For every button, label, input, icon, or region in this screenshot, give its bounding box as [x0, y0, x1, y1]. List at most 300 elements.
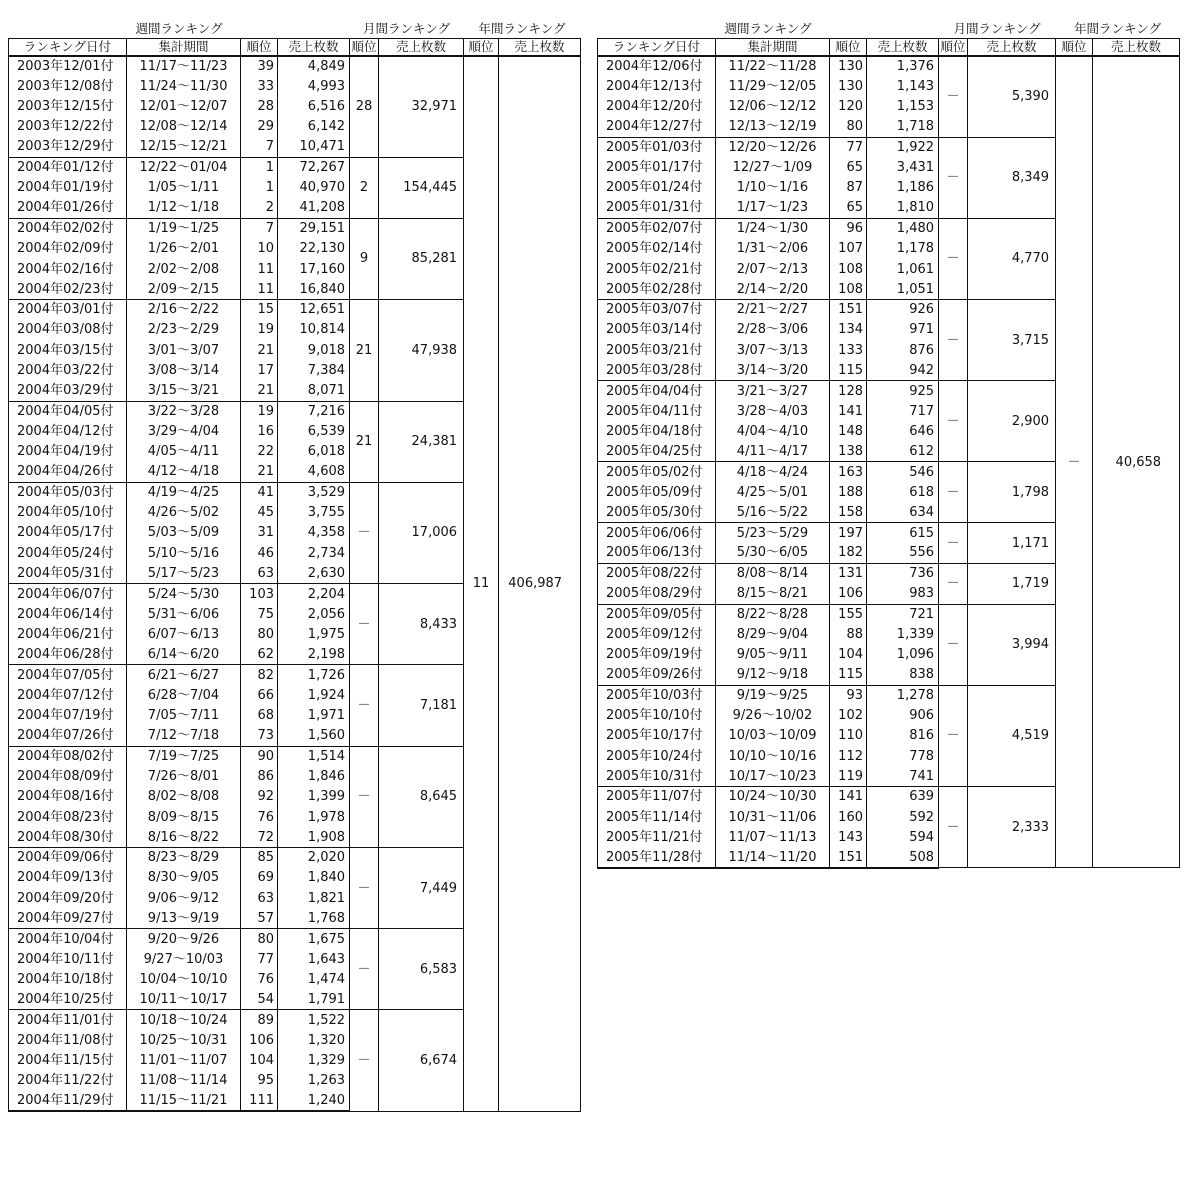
tally-period: 1/17～1/23 — [716, 198, 830, 218]
col-monthly-sales: 売上枚数 — [968, 38, 1056, 56]
weekly-rank: 143 — [830, 827, 867, 847]
tally-period: 11/24～11/30 — [127, 76, 241, 96]
tally-period: 2/23～2/29 — [127, 320, 241, 340]
weekly-rank: 130 — [830, 76, 867, 96]
monthly-rank: 2 — [350, 157, 379, 218]
weekly-sales: 2,198 — [278, 645, 350, 665]
tally-period: 2/16～2/22 — [127, 300, 241, 320]
weekly-rank: 107 — [830, 239, 867, 259]
weekly-sales: 546 — [867, 462, 939, 482]
col-ranking-date: ランキング日付 — [9, 38, 127, 56]
weekly-rank: 155 — [830, 604, 867, 624]
weekly-sales: 1,643 — [278, 949, 350, 969]
weekly-sales: 1,975 — [278, 624, 350, 644]
tally-period: 12/15～12/21 — [127, 137, 241, 157]
monthly-ranking-heading: 月間ランキング — [350, 20, 464, 38]
ranking-date: 2004年11/29付 — [9, 1091, 127, 1111]
ranking-date: 2003年12/29付 — [9, 137, 127, 157]
weekly-rank: 1 — [241, 157, 278, 177]
weekly-rank: 21 — [241, 381, 278, 401]
tally-period: 11/15～11/21 — [127, 1091, 241, 1111]
weekly-sales: 3,529 — [278, 482, 350, 502]
ranking-date: 2004年07/26付 — [9, 726, 127, 746]
weekly-sales: 1,922 — [867, 137, 939, 157]
weekly-sales: 741 — [867, 766, 939, 786]
monthly-rank: － — [350, 665, 379, 746]
monthly-sales: 8,645 — [379, 746, 464, 847]
weekly-sales: 40,970 — [278, 178, 350, 198]
col-weekly-rank: 順位 — [830, 38, 867, 56]
weekly-rank: 92 — [241, 787, 278, 807]
ranking-date: 2004年02/09付 — [9, 239, 127, 259]
weekly-sales: 508 — [867, 848, 939, 868]
ranking-date: 2004年03/08付 — [9, 320, 127, 340]
weekly-rank: 22 — [241, 442, 278, 462]
ranking-date: 2005年02/21付 — [598, 259, 716, 279]
ranking-date: 2004年03/01付 — [9, 300, 127, 320]
tally-period: 11/22～11/28 — [716, 56, 830, 76]
monthly-sales: 3,994 — [968, 604, 1056, 685]
weekly-sales: 646 — [867, 421, 939, 441]
weekly-sales: 1,971 — [278, 706, 350, 726]
weekly-rank: 7 — [241, 218, 278, 238]
weekly-rank: 73 — [241, 726, 278, 746]
weekly-rank: 57 — [241, 908, 278, 928]
weekly-ranking-heading: 週間ランキング — [9, 20, 350, 38]
weekly-rank: 104 — [241, 1051, 278, 1071]
weekly-sales: 1,810 — [867, 198, 939, 218]
tally-period: 9/20～9/26 — [127, 929, 241, 949]
ranking-date: 2004年10/25付 — [9, 990, 127, 1010]
weekly-sales: 4,608 — [278, 462, 350, 482]
ranking-date: 2005年05/02付 — [598, 462, 716, 482]
col-yearly-rank: 順位 — [1056, 38, 1093, 56]
weekly-sales: 1,376 — [867, 56, 939, 76]
tally-period: 12/01～12/07 — [127, 97, 241, 117]
tally-period: 9/19～9/25 — [716, 685, 830, 705]
tally-period: 10/31～11/06 — [716, 807, 830, 827]
weekly-rank: 138 — [830, 442, 867, 462]
tally-period: 10/04～10/10 — [127, 969, 241, 989]
tally-period: 4/11～4/17 — [716, 442, 830, 462]
monthly-rank: － — [350, 1010, 379, 1111]
monthly-sales: 2,900 — [968, 381, 1056, 462]
tally-period: 6/21～6/27 — [127, 665, 241, 685]
tally-period: 6/28～7/04 — [127, 685, 241, 705]
weekly-sales: 1,263 — [278, 1071, 350, 1091]
weekly-sales: 1,051 — [867, 279, 939, 299]
ranking-date: 2004年09/20付 — [9, 888, 127, 908]
monthly-sales: 1,719 — [968, 563, 1056, 604]
weekly-sales: 10,471 — [278, 137, 350, 157]
weekly-sales: 971 — [867, 320, 939, 340]
tally-period: 5/24～5/30 — [127, 584, 241, 604]
col-yearly-sales: 売上枚数 — [499, 38, 581, 56]
ranking-date: 2003年12/08付 — [9, 76, 127, 96]
monthly-rank: － — [939, 563, 968, 604]
tally-period: 10/10～10/16 — [716, 746, 830, 766]
tally-period: 10/24～10/30 — [716, 787, 830, 807]
tally-period: 11/08～11/14 — [127, 1071, 241, 1091]
col-ranking-date: ランキング日付 — [598, 38, 716, 56]
ranking-date: 2005年10/31付 — [598, 766, 716, 786]
ranking-date: 2004年05/17付 — [9, 523, 127, 543]
weekly-rank: 148 — [830, 421, 867, 441]
ranking-date: 2005年06/13付 — [598, 543, 716, 563]
weekly-sales: 1,514 — [278, 746, 350, 766]
weekly-rank: 63 — [241, 563, 278, 583]
ranking-date: 2004年04/12付 — [9, 421, 127, 441]
ranking-date: 2005年10/24付 — [598, 746, 716, 766]
ranking-date: 2004年06/14付 — [9, 604, 127, 624]
weekly-sales: 1,480 — [867, 218, 939, 238]
ranking-date: 2005年04/11付 — [598, 401, 716, 421]
ranking-date: 2005年03/07付 — [598, 300, 716, 320]
ranking-date: 2004年05/31付 — [9, 563, 127, 583]
weekly-sales: 29,151 — [278, 218, 350, 238]
ranking-body-left — [9, 56, 581, 1111]
weekly-rank: 120 — [830, 97, 867, 117]
weekly-sales: 717 — [867, 401, 939, 421]
weekly-sales: 926 — [867, 300, 939, 320]
weekly-rank: 19 — [241, 320, 278, 340]
weekly-rank: 128 — [830, 381, 867, 401]
tally-period: 5/30～6/05 — [716, 543, 830, 563]
col-yearly-sales: 売上枚数 — [1093, 38, 1180, 56]
weekly-rank: 160 — [830, 807, 867, 827]
weekly-rank: 119 — [830, 766, 867, 786]
tally-period: 4/18～4/24 — [716, 462, 830, 482]
weekly-rank: 141 — [830, 401, 867, 421]
weekly-sales: 2,020 — [278, 848, 350, 868]
ranking-date: 2004年09/13付 — [9, 868, 127, 888]
weekly-rank: 115 — [830, 665, 867, 685]
monthly-rank: － — [939, 787, 968, 868]
ranking-date: 2004年04/05付 — [9, 401, 127, 421]
tally-period: 1/10～1/16 — [716, 178, 830, 198]
weekly-rank: 65 — [830, 157, 867, 177]
weekly-rank: 77 — [830, 137, 867, 157]
yearly-sales: 40,658 — [1093, 56, 1180, 868]
ranking-date: 2004年03/15付 — [9, 340, 127, 360]
weekly-sales: 6,539 — [278, 421, 350, 441]
weekly-rank: 87 — [830, 178, 867, 198]
tally-period: 5/10～5/16 — [127, 543, 241, 563]
ranking-date: 2004年11/01付 — [9, 1010, 127, 1030]
tally-period: 3/07～3/13 — [716, 340, 830, 360]
weekly-sales: 22,130 — [278, 239, 350, 259]
col-period: 集計期間 — [716, 38, 830, 56]
col-yearly-rank: 順位 — [464, 38, 499, 56]
weekly-rank: 82 — [241, 665, 278, 685]
tally-period: 9/13～9/19 — [127, 908, 241, 928]
weekly-sales: 6,018 — [278, 442, 350, 462]
ranking-date: 2005年04/04付 — [598, 381, 716, 401]
weekly-sales: 1,924 — [278, 685, 350, 705]
tally-period: 9/12～9/18 — [716, 665, 830, 685]
tally-period: 8/02～8/08 — [127, 787, 241, 807]
weekly-sales: 618 — [867, 482, 939, 502]
weekly-sales: 1,821 — [278, 888, 350, 908]
tally-period: 8/23～8/29 — [127, 848, 241, 868]
tally-period: 9/06～9/12 — [127, 888, 241, 908]
ranking-date: 2005年02/28付 — [598, 279, 716, 299]
weekly-sales: 1,768 — [278, 908, 350, 928]
weekly-rank: 111 — [241, 1091, 278, 1111]
weekly-rank: 29 — [241, 117, 278, 137]
weekly-sales: 816 — [867, 726, 939, 746]
tally-period: 3/22～3/28 — [127, 401, 241, 421]
tally-period: 4/19～4/25 — [127, 482, 241, 502]
monthly-sales: 4,770 — [968, 218, 1056, 299]
ranking-date: 2005年09/26付 — [598, 665, 716, 685]
tally-period: 2/28～3/06 — [716, 320, 830, 340]
weekly-rank: 80 — [830, 117, 867, 137]
ranking-date: 2004年12/06付 — [598, 56, 716, 76]
ranking-date: 2005年06/06付 — [598, 523, 716, 543]
ranking-date: 2005年01/31付 — [598, 198, 716, 218]
monthly-sales: 4,519 — [968, 685, 1056, 786]
weekly-rank: 86 — [241, 766, 278, 786]
weekly-rank: 66 — [241, 685, 278, 705]
weekly-sales: 2,204 — [278, 584, 350, 604]
weekly-sales: 1,791 — [278, 990, 350, 1010]
weekly-sales: 17,160 — [278, 259, 350, 279]
weekly-rank: 182 — [830, 543, 867, 563]
ranking-table-right — [597, 20, 1180, 869]
weekly-rank: 2 — [241, 198, 278, 218]
weekly-sales: 6,516 — [278, 97, 350, 117]
weekly-rank: 163 — [830, 462, 867, 482]
tally-period: 4/05～4/11 — [127, 442, 241, 462]
ranking-date: 2005年05/30付 — [598, 503, 716, 523]
weekly-rank: 110 — [830, 726, 867, 746]
monthly-sales: 7,181 — [379, 665, 464, 746]
tally-period: 9/27～10/03 — [127, 949, 241, 969]
tally-period: 4/04～4/10 — [716, 421, 830, 441]
tally-period: 1/12～1/18 — [127, 198, 241, 218]
tally-period: 1/31～2/06 — [716, 239, 830, 259]
ranking-date: 2004年11/08付 — [9, 1030, 127, 1050]
weekly-rank: 54 — [241, 990, 278, 1010]
ranking-date: 2005年10/03付 — [598, 685, 716, 705]
weekly-rank: 85 — [241, 848, 278, 868]
monthly-rank: － — [350, 848, 379, 929]
weekly-rank: 11 — [241, 259, 278, 279]
ranking-date: 2005年08/22付 — [598, 563, 716, 583]
ranking-date: 2004年05/10付 — [9, 503, 127, 523]
weekly-sales: 1,329 — [278, 1051, 350, 1071]
tally-period: 3/08～3/14 — [127, 360, 241, 380]
col-weekly-sales: 売上枚数 — [278, 38, 350, 56]
ranking-date: 2004年08/09付 — [9, 766, 127, 786]
tally-period: 2/02～2/08 — [127, 259, 241, 279]
weekly-sales: 1,846 — [278, 766, 350, 786]
weekly-sales: 2,734 — [278, 543, 350, 563]
ranking-date: 2004年06/21付 — [9, 624, 127, 644]
ranking-date: 2004年02/16付 — [9, 259, 127, 279]
monthly-sales: 6,583 — [379, 929, 464, 1010]
tally-period: 10/17～10/23 — [716, 766, 830, 786]
ranking-date: 2004年08/16付 — [9, 787, 127, 807]
ranking-date: 2005年01/24付 — [598, 178, 716, 198]
weekly-rank: 11 — [241, 279, 278, 299]
ranking-date: 2004年02/02付 — [9, 218, 127, 238]
tally-period: 3/14～3/20 — [716, 360, 830, 380]
monthly-rank: － — [939, 137, 968, 218]
weekly-sales: 876 — [867, 340, 939, 360]
weekly-rank: 76 — [241, 969, 278, 989]
weekly-rank: 63 — [241, 888, 278, 908]
tally-period: 8/29～9/04 — [716, 624, 830, 644]
weekly-sales: 1,474 — [278, 969, 350, 989]
weekly-rank: 7 — [241, 137, 278, 157]
weekly-rank: 115 — [830, 360, 867, 380]
tally-period: 5/03～5/09 — [127, 523, 241, 543]
ranking-date: 2005年04/25付 — [598, 442, 716, 462]
weekly-sales: 9,018 — [278, 340, 350, 360]
weekly-sales: 1,718 — [867, 117, 939, 137]
col-monthly-sales: 売上枚数 — [379, 38, 464, 56]
tally-period: 11/17～11/23 — [127, 56, 241, 76]
monthly-rank: － — [939, 604, 968, 685]
weekly-ranking-heading: 週間ランキング — [598, 20, 939, 38]
weekly-sales: 1,320 — [278, 1030, 350, 1050]
weekly-rank: 188 — [830, 482, 867, 502]
weekly-sales: 906 — [867, 706, 939, 726]
ranking-date: 2004年06/07付 — [9, 584, 127, 604]
weekly-sales: 12,651 — [278, 300, 350, 320]
weekly-rank: 130 — [830, 56, 867, 76]
weekly-rank: 16 — [241, 421, 278, 441]
weekly-sales: 3,431 — [867, 157, 939, 177]
table-row — [598, 56, 1180, 76]
ranking-date: 2005年11/07付 — [598, 787, 716, 807]
ranking-date: 2005年01/17付 — [598, 157, 716, 177]
tally-period: 3/21～3/27 — [716, 381, 830, 401]
ranking-date: 2004年07/12付 — [9, 685, 127, 705]
monthly-sales: 1,171 — [968, 523, 1056, 564]
ranking-date: 2004年12/27付 — [598, 117, 716, 137]
ranking-date: 2004年11/22付 — [9, 1071, 127, 1091]
weekly-rank: 17 — [241, 360, 278, 380]
weekly-sales: 1,278 — [867, 685, 939, 705]
weekly-sales: 1,153 — [867, 97, 939, 117]
ranking-date: 2004年04/26付 — [9, 462, 127, 482]
weekly-rank: 102 — [830, 706, 867, 726]
tally-period: 1/05～1/11 — [127, 178, 241, 198]
weekly-rank: 10 — [241, 239, 278, 259]
monthly-ranking-heading: 月間ランキング — [939, 20, 1056, 38]
yearly-rank: － — [1056, 56, 1093, 868]
weekly-rank: 133 — [830, 340, 867, 360]
monthly-sales: 5,390 — [968, 56, 1056, 137]
weekly-rank: 158 — [830, 503, 867, 523]
tally-period: 1/19～1/25 — [127, 218, 241, 238]
ranking-date: 2005年03/14付 — [598, 320, 716, 340]
weekly-rank: 39 — [241, 56, 278, 76]
ranking-date: 2005年01/03付 — [598, 137, 716, 157]
table-row — [9, 56, 581, 76]
weekly-sales: 6,142 — [278, 117, 350, 137]
weekly-rank: 93 — [830, 685, 867, 705]
weekly-sales: 72,267 — [278, 157, 350, 177]
weekly-sales: 41,208 — [278, 198, 350, 218]
weekly-sales: 1,240 — [278, 1091, 350, 1111]
weekly-sales: 1,560 — [278, 726, 350, 746]
weekly-rank: 41 — [241, 482, 278, 502]
tally-period: 12/27～1/09 — [716, 157, 830, 177]
weekly-sales: 1,143 — [867, 76, 939, 96]
ranking-date: 2004年05/24付 — [9, 543, 127, 563]
weekly-rank: 77 — [241, 949, 278, 969]
ranking-date: 2004年07/19付 — [9, 706, 127, 726]
col-weekly-rank: 順位 — [241, 38, 278, 56]
weekly-rank: 62 — [241, 645, 278, 665]
weekly-rank: 19 — [241, 401, 278, 421]
weekly-rank: 1 — [241, 178, 278, 198]
weekly-rank: 75 — [241, 604, 278, 624]
weekly-rank: 106 — [830, 584, 867, 604]
tally-period: 11/14～11/20 — [716, 848, 830, 868]
ranking-date: 2004年01/12付 — [9, 157, 127, 177]
weekly-sales: 634 — [867, 503, 939, 523]
tally-period: 9/05～9/11 — [716, 645, 830, 665]
ranking-date: 2004年02/23付 — [9, 279, 127, 299]
monthly-rank: － — [350, 584, 379, 665]
weekly-sales: 721 — [867, 604, 939, 624]
tally-period: 12/20～12/26 — [716, 137, 830, 157]
tally-period: 7/26～8/01 — [127, 766, 241, 786]
ranking-date: 2004年04/19付 — [9, 442, 127, 462]
monthly-rank: 9 — [350, 218, 379, 299]
tally-period: 10/11～10/17 — [127, 990, 241, 1010]
tally-period: 2/07～2/13 — [716, 259, 830, 279]
tally-period: 5/23～5/29 — [716, 523, 830, 543]
monthly-rank: － — [350, 482, 379, 583]
ranking-body-right — [598, 56, 1180, 868]
ranking-date: 2004年09/27付 — [9, 908, 127, 928]
ranking-date: 2004年05/03付 — [9, 482, 127, 502]
monthly-sales: 1,798 — [968, 462, 1056, 523]
weekly-sales: 1,978 — [278, 807, 350, 827]
tally-period: 8/09～8/15 — [127, 807, 241, 827]
weekly-sales: 3,755 — [278, 503, 350, 523]
tally-period: 11/01～11/07 — [127, 1051, 241, 1071]
ranking-date: 2005年03/28付 — [598, 360, 716, 380]
weekly-rank: 141 — [830, 787, 867, 807]
weekly-sales: 16,840 — [278, 279, 350, 299]
col-monthly-rank: 順位 — [350, 38, 379, 56]
ranking-date: 2005年10/10付 — [598, 706, 716, 726]
ranking-date: 2004年03/29付 — [9, 381, 127, 401]
ranking-date: 2004年03/22付 — [9, 360, 127, 380]
weekly-sales: 592 — [867, 807, 939, 827]
tally-period: 8/08～8/14 — [716, 563, 830, 583]
weekly-rank: 68 — [241, 706, 278, 726]
weekly-sales: 7,216 — [278, 401, 350, 421]
tally-period: 1/26～2/01 — [127, 239, 241, 259]
tally-period: 4/25～5/01 — [716, 482, 830, 502]
monthly-rank: － — [939, 523, 968, 564]
tally-period: 7/12～7/18 — [127, 726, 241, 746]
tally-period: 5/16～5/22 — [716, 503, 830, 523]
yearly-sales: 406,987 — [499, 56, 581, 1111]
monthly-sales: 24,381 — [379, 401, 464, 482]
weekly-sales: 942 — [867, 360, 939, 380]
weekly-sales: 838 — [867, 665, 939, 685]
tally-period: 5/31～6/06 — [127, 604, 241, 624]
